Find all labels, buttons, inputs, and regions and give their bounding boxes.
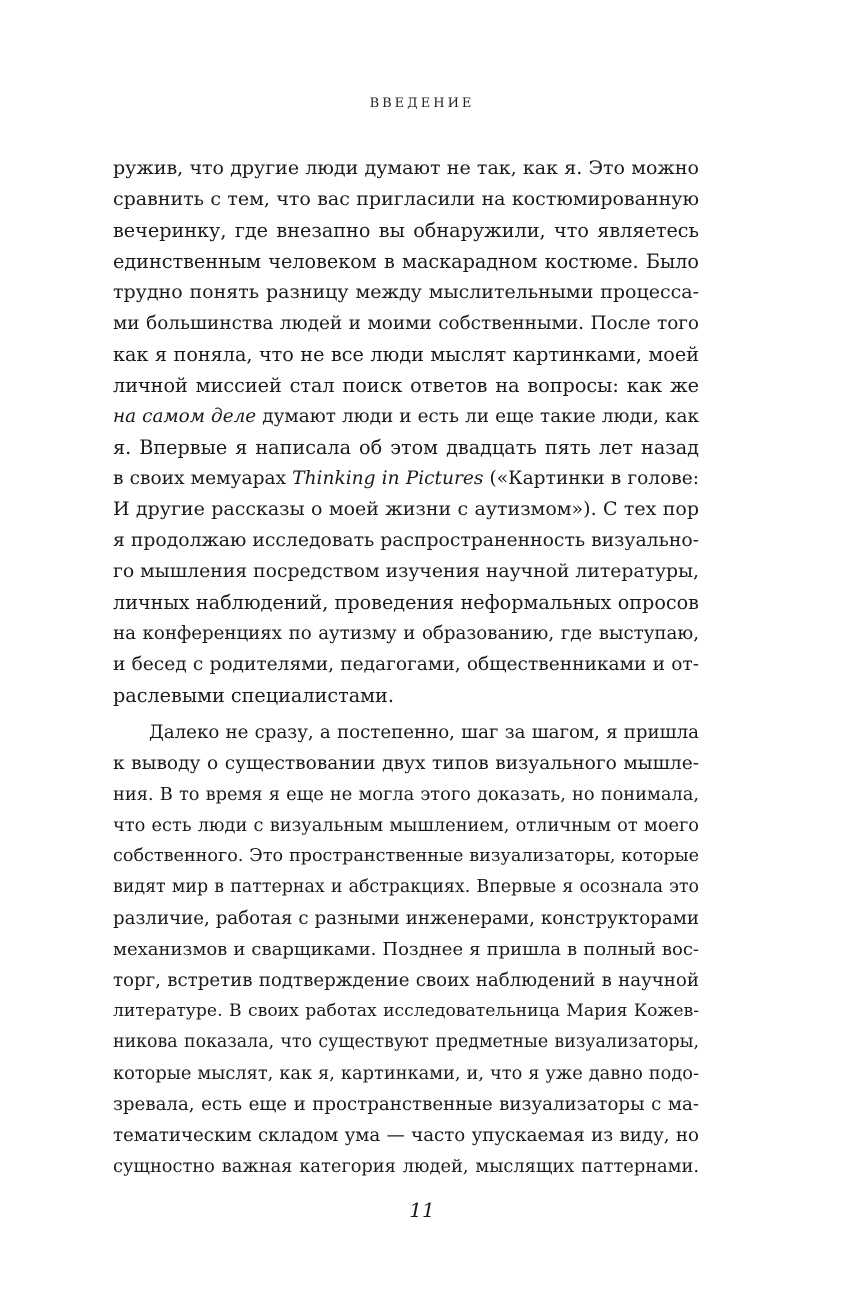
text-line: личных наблюдений, проведения неформальных опросов xyxy=(113,591,699,614)
paragraph-1 xyxy=(113,153,699,711)
text-line: Далеко не сразу, а постепенно, шаг за шагом, я пришла xyxy=(149,722,699,743)
text-line: которые мыслят, как я, картинками, и, что я уже давно подо- xyxy=(113,1063,699,1084)
text-line: как я поняла, что не все люди мыслят картинками, моей xyxy=(113,343,699,366)
text-line: И другие рассказы о моей жизни с аутизмом»). С тех пор xyxy=(113,498,699,520)
running-head: ВВЕДЕНИЕ xyxy=(369,96,475,111)
emphasis-text: на самом деле xyxy=(113,406,257,427)
text-line: сущностно важная категория людей, мыслящих паттернами. xyxy=(113,1156,699,1177)
text-line: трудно понять разницу между мыслительными процесса- xyxy=(113,281,699,303)
text-line: я продолжаю исследовать распространенность визуально- xyxy=(113,530,699,551)
text-line: торг, встретив подтверждение своих наблюдений в научной xyxy=(113,970,699,991)
text-line: сравнить с тем, что вас пригласили на костюмированную xyxy=(113,188,699,210)
book-title: Thinking in Pictures xyxy=(292,468,484,489)
body-text xyxy=(113,153,699,1182)
text-span: («Картинки в голове: xyxy=(483,468,699,489)
text-line: к выводу о существовании двух типов визуального мышле- xyxy=(113,753,699,774)
text-line: зревала, есть еще и пространственные визуализаторы с ма- xyxy=(113,1094,699,1115)
text-line: личной миссией стал поиск ответов на вопросы: как же xyxy=(113,374,699,397)
text-line: я. Впервые я написала об этом двадцать пять лет назад xyxy=(113,436,699,459)
text-line: видят мир в паттернах и абстракциях. Впервые я осознала это xyxy=(113,877,699,897)
paragraph-2 xyxy=(113,717,699,1182)
text-line: собственного. Это пространственные визуализаторы, которые xyxy=(113,846,699,866)
text-line: ружив, что другие люди думают не так, как я. Это можно xyxy=(113,157,699,179)
text-line xyxy=(113,463,699,494)
text-span: в своих мемуарах xyxy=(113,468,293,489)
text-line: вечеринку, где внезапно вы обнаружили, что являетесь xyxy=(113,219,699,242)
text-line: литературе. В своих работах исследовательница Мария Кожев- xyxy=(113,1001,699,1021)
text-line: го мышления посредством изучения научной литературы, xyxy=(113,561,699,582)
text-line: механизмов и сварщиками. Позднее я пришла в полный вос- xyxy=(113,939,699,960)
text-span: думают люди и есть ли еще такие люди, как xyxy=(256,406,699,427)
text-line: ми большинства людей и моими собственными. После того xyxy=(113,313,699,334)
text-line: на конференциях по аутизму и образованию, где выступаю, xyxy=(113,623,699,644)
text-line: различие, работая с разными инженерами, конструкторами xyxy=(113,908,699,929)
text-line: что есть люди с визуальным мышлением, отличным от моего xyxy=(113,815,699,836)
text-line: и бесед с родителями, педагогами, общественниками и от- xyxy=(113,654,699,675)
text-line: никова показала, что существуют предметные визуализаторы, xyxy=(113,1032,699,1052)
page-number: 11 xyxy=(409,1198,435,1222)
text-line: единственным человеком в маскарадном костюме. Было xyxy=(113,250,699,273)
text-line: ния. В то время я еще не могла этого доказать, но понимала, xyxy=(113,784,699,805)
text-line: тематическим складом ума — часто упускаемая из виду, но xyxy=(113,1125,699,1146)
text-line: раслевыми специалистами. xyxy=(113,684,394,707)
text-line xyxy=(113,401,699,432)
